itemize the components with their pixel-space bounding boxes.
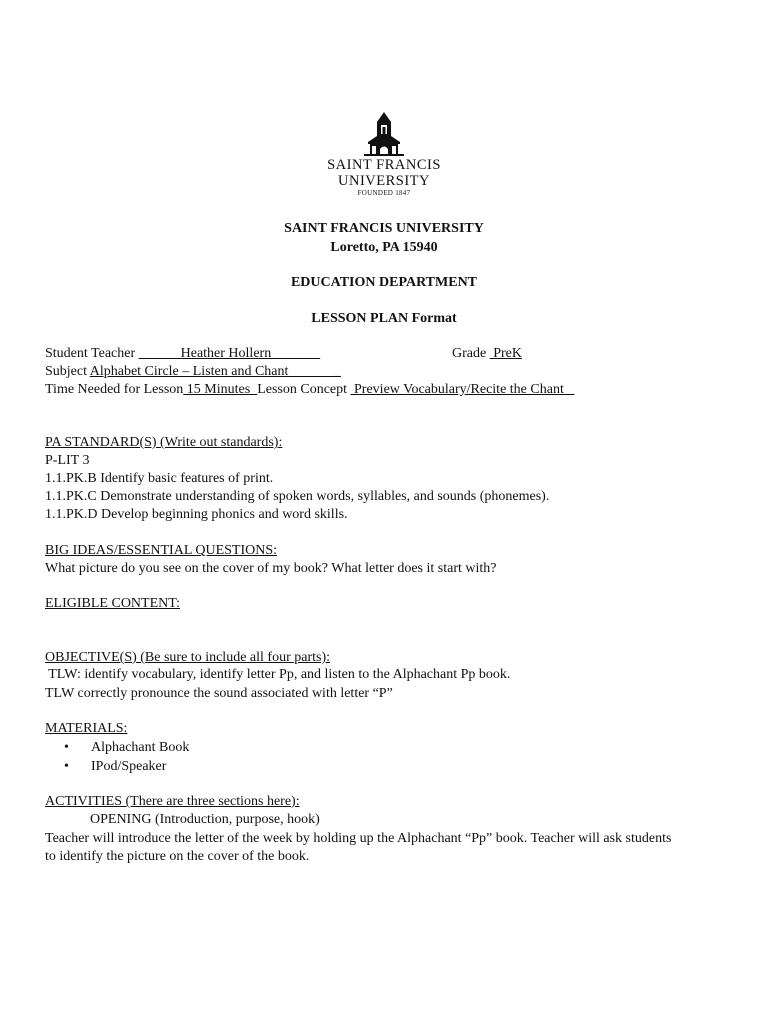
eligible-content-heading: ELIGIBLE CONTENT: (45, 596, 180, 611)
chapel-tower-icon (364, 110, 404, 156)
student-teacher-value: Heather Hollern (138, 346, 321, 361)
materials-heading: MATERIALS: (45, 721, 128, 736)
objective-item: TLW correctly pronounce the sound associated with letter “P” (45, 686, 393, 701)
materials-item-label: Alphachant Book (91, 740, 190, 755)
subject-value: Alphabet Circle – Listen and Chant _ (89, 364, 341, 379)
objectives-heading: OBJECTIVE(S) (Be sure to include all four parts): (45, 650, 330, 665)
logo-text-line3: FOUNDED 1847 (357, 189, 411, 197)
bullet-icon: • (64, 759, 69, 774)
student-teacher-row (45, 345, 320, 363)
materials-list (64, 739, 189, 777)
logo-text-line2: UNIVERSITY (338, 173, 430, 189)
time-label: Time Needed for Lesson (45, 382, 184, 397)
subject-row (45, 363, 341, 381)
document-title: LESSON PLAN Format (311, 311, 457, 326)
university-location: Loretto, PA 15940 (330, 240, 438, 255)
big-ideas-heading: BIG IDEAS/ESSENTIAL QUESTIONS: (45, 543, 278, 558)
grade-row (452, 345, 522, 363)
standard-item: 1.1.PK.D Develop beginning phonics and word skills. (45, 507, 348, 522)
concept-label: Lesson Concept (257, 382, 351, 397)
standard-item: 1.1.PK.C Demonstrate understanding of spoken words, syllables, and sounds (phonemes). (45, 489, 550, 504)
grade-label: Grade (452, 346, 490, 361)
opening-label: OPENING (Introduction, purpose, hook) (90, 812, 320, 827)
bullet-icon: • (64, 740, 69, 755)
time-concept-row (45, 381, 574, 399)
standard-item: 1.1.PK.B Identify basic features of print. (45, 471, 274, 486)
logo-text-line1: SAINT FRANCIS (327, 157, 441, 173)
standards-heading: PA STANDARD(S) (Write out standards): (45, 435, 283, 450)
time-value: 15 Minutes (183, 382, 258, 397)
concept-value: Preview Vocabulary/Recite the Chant _ (350, 382, 575, 397)
objective-item: TLW: identify vocabulary, identify letter Pp, and listen to the Alphachant Pp book. (45, 667, 511, 682)
opening-text-line1: Teacher will introduce the letter of the week by holding up the Alphachant “Pp” book. Teacher will ask students (45, 831, 672, 846)
student-teacher-label: Student Teacher (45, 346, 139, 361)
university-name: SAINT FRANCIS UNIVERSITY (284, 221, 484, 236)
university-logo (316, 110, 452, 205)
department-title: EDUCATION DEPARTMENT (290, 275, 478, 290)
materials-list-item (64, 758, 189, 777)
subject-label: Subject (45, 364, 90, 379)
big-ideas-text: What picture do you see on the cover of my book? What letter does it start with? (45, 561, 497, 576)
standard-item: P-LIT 3 (45, 453, 90, 468)
materials-list-item (64, 739, 189, 758)
grade-value: PreK (489, 346, 522, 361)
activities-heading: ACTIVITIES (There are three sections here): (45, 794, 300, 809)
opening-text-line2: to identify the picture on the cover of the book. (45, 849, 310, 864)
materials-item-label: IPod/Speaker (91, 759, 167, 774)
